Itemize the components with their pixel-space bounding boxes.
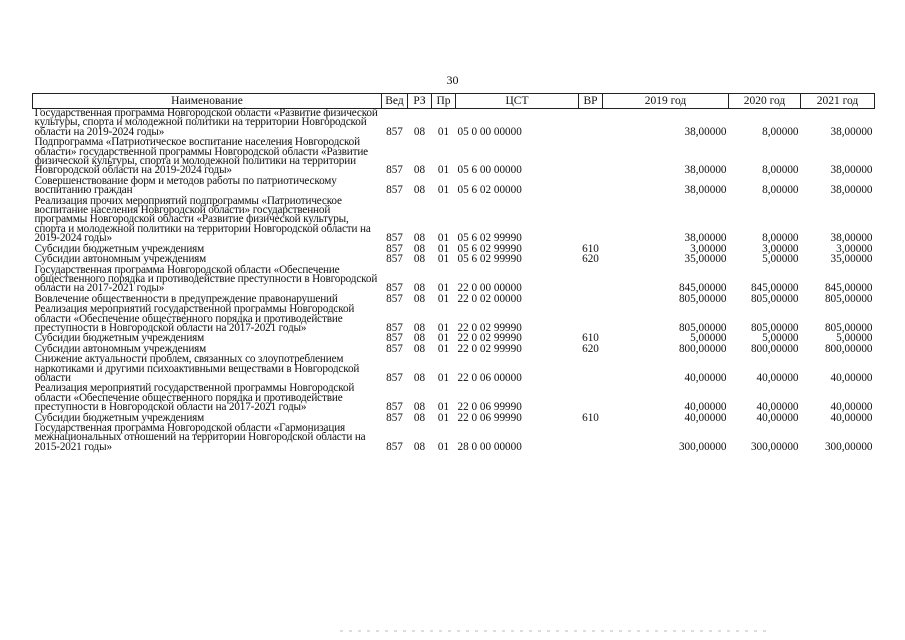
row-cst: 05 6 02 00000: [457, 184, 522, 197]
row-2019: 38,00000: [684, 164, 727, 177]
row-rz: 08: [413, 164, 426, 177]
row-2019: 40,00000: [684, 411, 727, 424]
row-pr: 01: [437, 292, 450, 305]
row-2020: 40,00000: [756, 371, 799, 384]
row-ved: 857: [386, 184, 403, 197]
row-2021: 3,00000: [836, 242, 873, 255]
row-vr: [579, 109, 603, 139]
row-2020: 40,00000: [756, 401, 799, 414]
row-name: Государственная программа Новгородской области «Развитие физической культуры, спорта и молодежной политики на территории Новгородской области на 2019-2024 годы»: [34, 107, 378, 138]
row-vr: [579, 424, 603, 453]
row-rz: 08: [413, 125, 426, 138]
row-2020: 5,00000: [762, 253, 799, 266]
row-pr: 01: [437, 440, 450, 453]
row-ved: 857: [386, 292, 403, 305]
row-ved: 857: [386, 440, 403, 453]
row-cst: 22 0 02 99990: [457, 321, 522, 334]
row-2021: 38,00000: [830, 125, 873, 138]
row-rz: 08: [413, 401, 426, 414]
row-name: Подпрограмма «Патриотическое воспитание населения Новгородской области» государственной программы Новгородской области «Развитие физической культуры, спорта и молодежной политики на территории Новгородской области на 2019-2024 годы»: [34, 136, 368, 177]
row-2021: 35,00000: [830, 253, 873, 266]
row-rz: 08: [413, 371, 426, 384]
row-vr: 620: [582, 253, 599, 266]
row-ved: 857: [386, 411, 403, 424]
row-2019: 40,00000: [684, 401, 727, 414]
row-rz: 08: [413, 411, 426, 424]
row-2020: 845,00000: [750, 282, 799, 295]
row-pr: 01: [437, 242, 450, 255]
row-2019: 805,00000: [678, 292, 727, 305]
row-name: Субсидии бюджетным учреждениям: [34, 242, 205, 255]
row-2019: 845,00000: [678, 282, 727, 295]
row-2019: 35,00000: [684, 253, 727, 266]
header-2020: 2020 год: [729, 94, 801, 109]
row-2021: 38,00000: [830, 164, 873, 177]
row-cst: 05 0 00 00000: [457, 125, 522, 138]
row-rz: 08: [413, 440, 426, 453]
row-pr: 01: [437, 253, 450, 266]
row-2019: 38,00000: [684, 232, 727, 245]
row-rz: 08: [413, 282, 426, 295]
row-name: Реализация мероприятий государственной программы Новгородской области «Обеспечение общественного порядка и противодействие преступности в Новгородской области на 2017-2021 годы»: [34, 303, 355, 334]
row-rz: 08: [413, 242, 426, 255]
row-name: Снижение актуальности проблем, связанных со злоупотреблением наркотиками и другими психоактивными веществами в Новгородской области: [34, 353, 360, 384]
table-row: [33, 355, 875, 384]
row-2020: 8,00000: [762, 184, 799, 197]
row-rz: 08: [413, 232, 426, 245]
row-cst: 22 0 06 99990: [457, 401, 522, 414]
budget-table: [32, 93, 875, 453]
row-pr: 01: [437, 164, 450, 177]
row-rz: 08: [413, 342, 426, 355]
row-pr: 01: [437, 321, 450, 334]
row-ved: 857: [386, 321, 403, 334]
row-2021: 40,00000: [830, 401, 873, 414]
row-ved: 857: [386, 125, 403, 138]
row-name: Реализация прочих мероприятий подпрограммы «Патриотическое воспитание населения Новгородской области» государственной программы Новгородской области «Развитие физической культуры, спорта и молодежной политики на территории Новгородской области на 2019-2024 годы»: [34, 194, 371, 245]
row-ved: 857: [386, 164, 403, 177]
row-vr: [579, 197, 603, 245]
row-cst: 05 6 02 99990: [457, 253, 522, 266]
row-vr: 610: [582, 332, 599, 345]
row-rz: 08: [413, 292, 426, 305]
row-2020: 300,00000: [750, 440, 799, 453]
row-2021: 38,00000: [830, 184, 873, 197]
row-vr: [579, 295, 603, 305]
row-rz: 08: [413, 321, 426, 334]
row-name: Вовлечение общественности в предупреждение правонарушений: [34, 292, 338, 305]
table-row: [33, 266, 875, 295]
row-2019: 300,00000: [678, 440, 727, 453]
row-2019: 5,00000: [690, 332, 727, 345]
row-ved: 857: [386, 332, 403, 345]
row-2020: 8,00000: [762, 125, 799, 138]
row-ved: 857: [386, 342, 403, 355]
row-vr: [579, 266, 603, 295]
row-2020: 8,00000: [762, 164, 799, 177]
row-ved: 857: [386, 371, 403, 384]
row-pr: 01: [437, 371, 450, 384]
row-2019: 805,00000: [678, 321, 727, 334]
scan-artifact-divider: [340, 630, 770, 632]
row-2019: 3,00000: [690, 242, 727, 255]
row-name: Государственная программа Новгородской области «Обеспечение общественного порядка и противодействие преступности в Новгородской области на 2017-2021 годы»: [34, 263, 378, 295]
header-ved: Вед: [382, 94, 408, 109]
row-pr: 01: [437, 401, 450, 414]
row-2021: 845,00000: [824, 282, 873, 295]
header-vr: ВР: [579, 94, 603, 109]
row-2019: 40,00000: [684, 371, 727, 384]
row-2021: 5,00000: [836, 332, 873, 345]
header-name: Наименование: [33, 94, 382, 109]
table-row: [33, 177, 875, 197]
row-cst: 22 0 06 00000: [457, 371, 522, 384]
table-row: [33, 384, 875, 413]
row-2020: 40,00000: [756, 411, 799, 424]
row-name: Субсидии автономным учреждениям: [34, 342, 207, 355]
row-name: Субсидии автономным учреждениям: [34, 253, 207, 266]
row-vr: [579, 138, 603, 177]
row-2019: 800,00000: [678, 342, 727, 355]
row-cst: 28 0 00 00000: [457, 440, 522, 453]
row-pr: 01: [437, 232, 450, 245]
row-ved: 857: [386, 242, 403, 255]
row-cst: 22 0 00 00000: [457, 282, 522, 295]
row-vr: 620: [582, 342, 599, 355]
row-2020: 805,00000: [750, 292, 799, 305]
row-pr: 01: [437, 411, 450, 424]
row-vr: 610: [582, 242, 599, 255]
row-2020: 8,00000: [762, 232, 799, 245]
row-2021: 805,00000: [824, 292, 873, 305]
row-name: Реализация мероприятий государственной программы Новгородской области «Обеспечение общественного порядка и противодействие преступности в Новгородской области на 2017-2021 годы»: [34, 382, 355, 414]
row-pr: 01: [437, 332, 450, 345]
table-row: [33, 109, 875, 139]
row-cst: 05 6 02 99990: [457, 232, 522, 245]
table-row: [33, 305, 875, 334]
row-name: Субсидии бюджетным учреждениям: [34, 332, 205, 345]
row-ved: 857: [386, 253, 403, 266]
row-pr: 01: [437, 282, 450, 295]
row-cst: 22 0 06 99990: [457, 411, 522, 424]
row-2019: 38,00000: [684, 184, 727, 197]
header-pr: Пр: [432, 94, 456, 109]
row-2020: 800,00000: [750, 342, 799, 355]
row-name: Совершенствование форм и методов работы по патриотическому воспитанию граждан: [34, 174, 337, 197]
row-name: Государственная программа Новгородской области «Гармонизация межнациональных отношений на территории Новгородской области на 2015-2021 годы»: [34, 422, 366, 453]
header-rz: РЗ: [408, 94, 432, 109]
row-ved: 857: [386, 282, 403, 295]
row-ved: 857: [386, 232, 403, 245]
row-2021: 805,00000: [824, 321, 873, 334]
row-vr: [579, 305, 603, 334]
row-vr: 610: [582, 411, 599, 424]
table-row: [33, 138, 875, 177]
page-number: 30: [446, 73, 459, 87]
row-cst: 22 0 02 99990: [457, 332, 522, 345]
row-vr: [579, 384, 603, 413]
table-body: [33, 109, 875, 454]
row-2020: 3,00000: [762, 242, 799, 255]
row-2019: 38,00000: [684, 125, 727, 138]
row-vr: [579, 177, 603, 197]
row-2021: 40,00000: [830, 371, 873, 384]
row-name: Субсидии бюджетным учреждениям: [34, 411, 205, 424]
row-pr: 01: [437, 125, 450, 138]
row-ved: 857: [386, 401, 403, 414]
row-2020: 805,00000: [750, 321, 799, 334]
header-cst: ЦСТ: [456, 94, 579, 109]
row-cst: 22 0 02 99990: [457, 342, 522, 355]
table-row: [33, 424, 875, 453]
header-2019: 2019 год: [603, 94, 729, 109]
row-2021: 300,00000: [824, 440, 873, 453]
row-pr: 01: [437, 342, 450, 355]
header-2021: 2021 год: [801, 94, 875, 109]
row-2021: 800,00000: [824, 342, 873, 355]
row-rz: 08: [413, 184, 426, 197]
row-pr: 01: [437, 184, 450, 197]
row-cst: 05 6 00 00000: [457, 164, 522, 177]
row-cst: 22 0 02 00000: [457, 292, 522, 305]
row-rz: 08: [413, 253, 426, 266]
row-2020: 5,00000: [762, 332, 799, 345]
table-row: [33, 197, 875, 245]
row-2021: 40,00000: [830, 411, 873, 424]
row-2021: 38,00000: [830, 232, 873, 245]
row-cst: 05 6 02 99990: [457, 242, 522, 255]
row-rz: 08: [413, 332, 426, 345]
row-vr: [579, 355, 603, 384]
